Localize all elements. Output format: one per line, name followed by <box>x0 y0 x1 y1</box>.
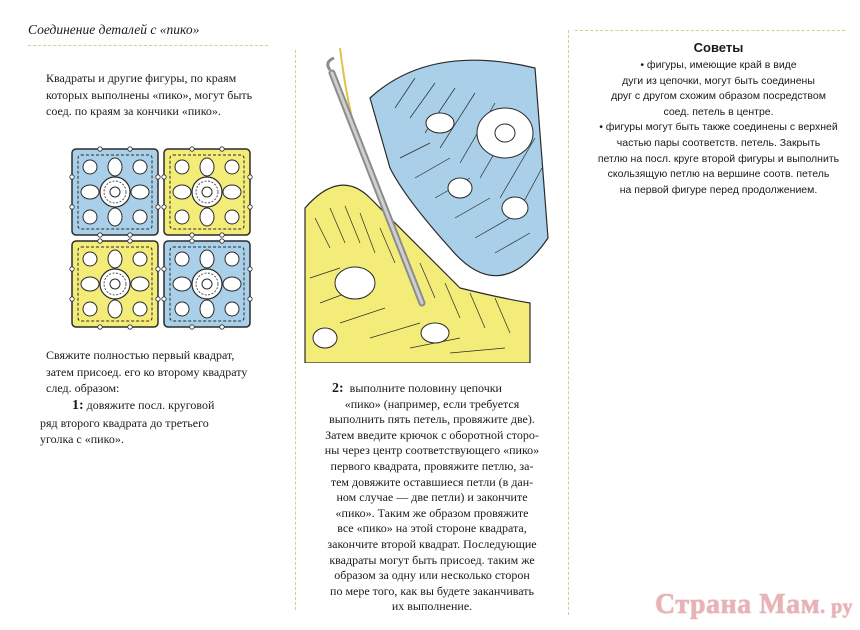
step-line: «пико» (например, если требуется <box>344 396 520 411</box>
tip-line: петлю на посл. круге второй фигуры и выполнить <box>597 152 840 165</box>
tips-top-rule <box>575 30 845 31</box>
column-divider-left <box>295 50 296 610</box>
step-line: выполните половину цепочки <box>349 381 502 395</box>
tip-line: на первой фигуре перед продолжением. <box>619 183 818 196</box>
step-line: ном случае — две петли) и закончите <box>336 490 528 505</box>
step-2-number: 2: <box>332 381 344 396</box>
watermark-text: Страна Мам <box>655 589 821 620</box>
step-line: уголка с «пико». <box>40 432 124 446</box>
step-line: по мере того, как вы будете заканчивать <box>330 583 534 598</box>
tip-line: • фигуры могут быть также соединены с верхней <box>599 121 838 134</box>
column-divider-right <box>568 30 569 615</box>
step-line: «пико». Таким же образом провяжите <box>335 505 529 520</box>
motif-yellow-bottom-left <box>70 239 160 329</box>
step-1-number: 1: <box>72 398 84 413</box>
step-line: ряд второго квадрата до третьего <box>40 415 209 430</box>
step-line: довяжите посл. круговой <box>86 398 215 412</box>
step-line: их выполнение. <box>391 599 473 614</box>
tips-heading: Советы <box>693 40 744 55</box>
tip-line: друг с другом схожим образом посредством <box>611 90 826 103</box>
instruction-line: след. образом: <box>46 381 120 395</box>
instruction-line: затем присоед. его ко второму квадрату <box>46 364 248 379</box>
step-line: образом за одну или несколько сторон <box>334 568 530 583</box>
watermark-suffix: . ру <box>820 596 854 618</box>
title-divider <box>28 45 268 46</box>
step-1 <box>40 397 270 448</box>
motif-yellow-top-right <box>162 147 252 237</box>
tip-line: • фигуры, имеющие край в виде <box>640 59 797 71</box>
step-line: ны через центр соответствующего «пико» <box>324 443 540 458</box>
motif-blue-bottom-right <box>162 239 252 329</box>
motif-blue-top-left <box>70 147 160 237</box>
tip-line: соед. петель в центре. <box>663 105 774 118</box>
instruction-line: Свяжите полностью первый квадрат, <box>46 348 235 362</box>
intro-line: соед. по краям за кончики «пико». <box>46 104 221 118</box>
step-line: первого квадрата, провяжите петлю, за- <box>330 458 534 473</box>
tip-line: дуги из цепочки, могут быть соединены <box>622 74 815 87</box>
step-line: тем довяжите оставшиеся петли (в дан- <box>330 474 534 489</box>
joined-squares-illustration <box>68 145 254 331</box>
tip-line: скользящую петлю на вершине соотв. петель <box>607 168 830 181</box>
intro-line: Квадраты и другие фигуры, по краям <box>46 71 237 85</box>
tips-box <box>596 40 841 198</box>
tip-line: частью пары соответств. петель. Закрыть <box>616 136 821 149</box>
step-2 <box>312 381 552 615</box>
hook-joining-illustration <box>300 48 560 363</box>
step-line: квадраты могут быть присоед. таким же <box>329 552 535 567</box>
watermark <box>655 589 853 621</box>
page-title: Соединение деталей с «пико» <box>28 22 200 37</box>
step-line: Затем введите крючок с оборотной сторо- <box>325 427 539 442</box>
step-line: выполнить пять петель, провяжите две). <box>329 412 535 427</box>
instruction-paragraph <box>46 347 276 397</box>
intro-paragraph <box>46 70 266 120</box>
intro-line: которых выполнены «пико», могут быть <box>46 87 253 102</box>
step-line: закончите второй квадрат. Последующие <box>327 536 537 551</box>
step-line: все «пико» на этой стороне квадрата, <box>337 521 527 536</box>
